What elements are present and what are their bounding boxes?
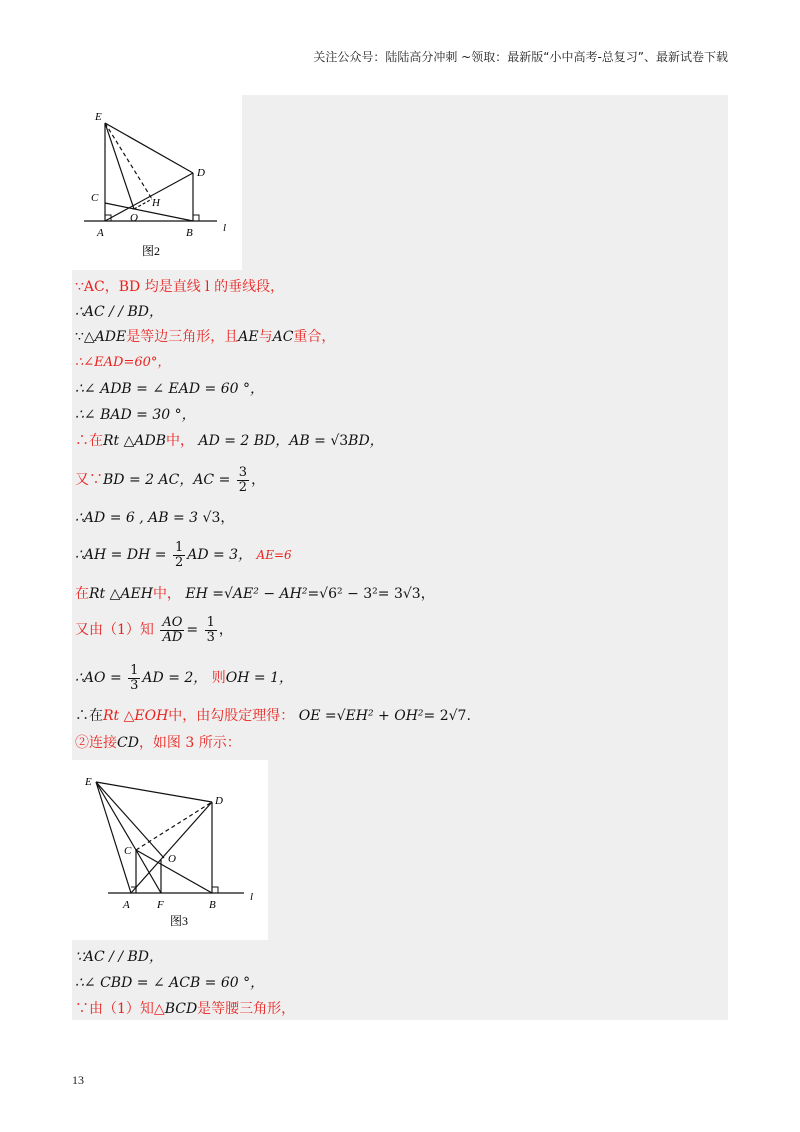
label-a: A	[123, 899, 130, 911]
fraction-3-2: $\frac{3}{2}$	[238, 464, 248, 495]
line-5: ∴∠ ADB = ∠ EAD = 60 °，	[75, 381, 264, 397]
label-f: F	[157, 899, 164, 911]
figure-3-diagram	[72, 760, 268, 940]
fraction-1-2: $\frac{1}{2}$	[174, 539, 184, 570]
page-number: 13	[72, 1073, 84, 1087]
label-c: C	[124, 845, 132, 857]
line-2: ∴AC / / BD，	[75, 304, 164, 320]
line-6: ∴∠ BAD = 30 °，	[75, 407, 196, 423]
label-c: C	[91, 192, 99, 204]
label-d: D	[215, 795, 223, 807]
line-11: 在Rt △AEH中， EH =√AE² − AH²=√6² − 3²= 3√3，	[75, 586, 435, 602]
right-angle-b	[212, 887, 218, 893]
label-o: O	[130, 212, 138, 224]
line-16: ∵AC / / BD，	[75, 949, 164, 965]
line-12: 又由（1）知 $\frac{AO}{AD}$ = $\frac{1}{3}$ ，	[75, 614, 233, 645]
line-3: ∵△ADE是等边三角形，且AE与AC重合，	[75, 329, 336, 345]
segment-ad	[131, 802, 212, 893]
segment-cb	[105, 203, 193, 221]
label-a: A	[97, 227, 104, 239]
label-d: D	[197, 167, 205, 179]
segment-eh	[105, 123, 152, 199]
line-17: ∴∠ CBD = ∠ ACB = 60 °，	[75, 975, 265, 991]
line-13: ∴AO = $\frac{1}{3}$ AD = 2， 则OH = 1，	[75, 662, 293, 693]
segment-ad	[105, 173, 193, 221]
segment-ea	[96, 782, 131, 893]
line-9: ∴AD = 6 , AB = 3 √3，	[75, 510, 235, 526]
figure-2-caption: 图2	[142, 244, 161, 258]
label-l: l	[223, 222, 227, 234]
label-o: O	[168, 853, 176, 865]
fraction-1-3: $\frac{1}{3}$	[206, 614, 215, 645]
line-7: ∴在Rt △ADB中， AD = 2 BD，AB = √3BD，	[75, 433, 384, 449]
label-b: B	[186, 227, 193, 239]
label-h: H	[152, 197, 160, 209]
figure-3-caption: 图3	[170, 914, 189, 928]
right-angle-b	[193, 215, 199, 221]
segment-eo	[105, 123, 134, 209]
line-18: ∵由（1）知△BCD是等腰三角形，	[75, 1001, 296, 1017]
fraction-ao-ad: $\frac{AO}{AD}$	[162, 614, 183, 645]
label-e: E	[95, 111, 102, 123]
segment-cd	[136, 802, 212, 850]
figure-3	[72, 760, 268, 940]
line-4: ∴∠EAD=60°，	[75, 355, 171, 370]
label-b: B	[209, 899, 216, 911]
figure-2-diagram	[72, 95, 242, 270]
segment-ec	[96, 782, 136, 850]
line-15: ②连接CD，如图 3 所示：	[75, 735, 241, 751]
line-1: ∵AC，BD 均是直线 l 的垂线段，	[75, 279, 285, 295]
label-e: E	[85, 776, 92, 788]
segment-ed	[96, 782, 212, 802]
page-header: 关注公众号：陆陆高分冲刺 ~领取：最新版“小中高考-总复习”、最新试卷下载	[313, 50, 728, 64]
line-8: 又∵BD = 2 AC，AC = $\frac{3}{2}$ ，	[75, 464, 266, 495]
figure-2	[72, 95, 242, 270]
fraction-1-3b: $\frac{1}{3}$	[130, 662, 139, 693]
line-14: ∴在Rt △EOH中，由勾股定理得： OE =√EH² + OH²= 2√7.	[75, 708, 471, 724]
label-l: l	[250, 891, 254, 903]
line-10: ∴AH = DH = $\frac{1}{2}$ AD = 3， AE=6	[75, 539, 292, 570]
segment-ed	[105, 123, 193, 173]
